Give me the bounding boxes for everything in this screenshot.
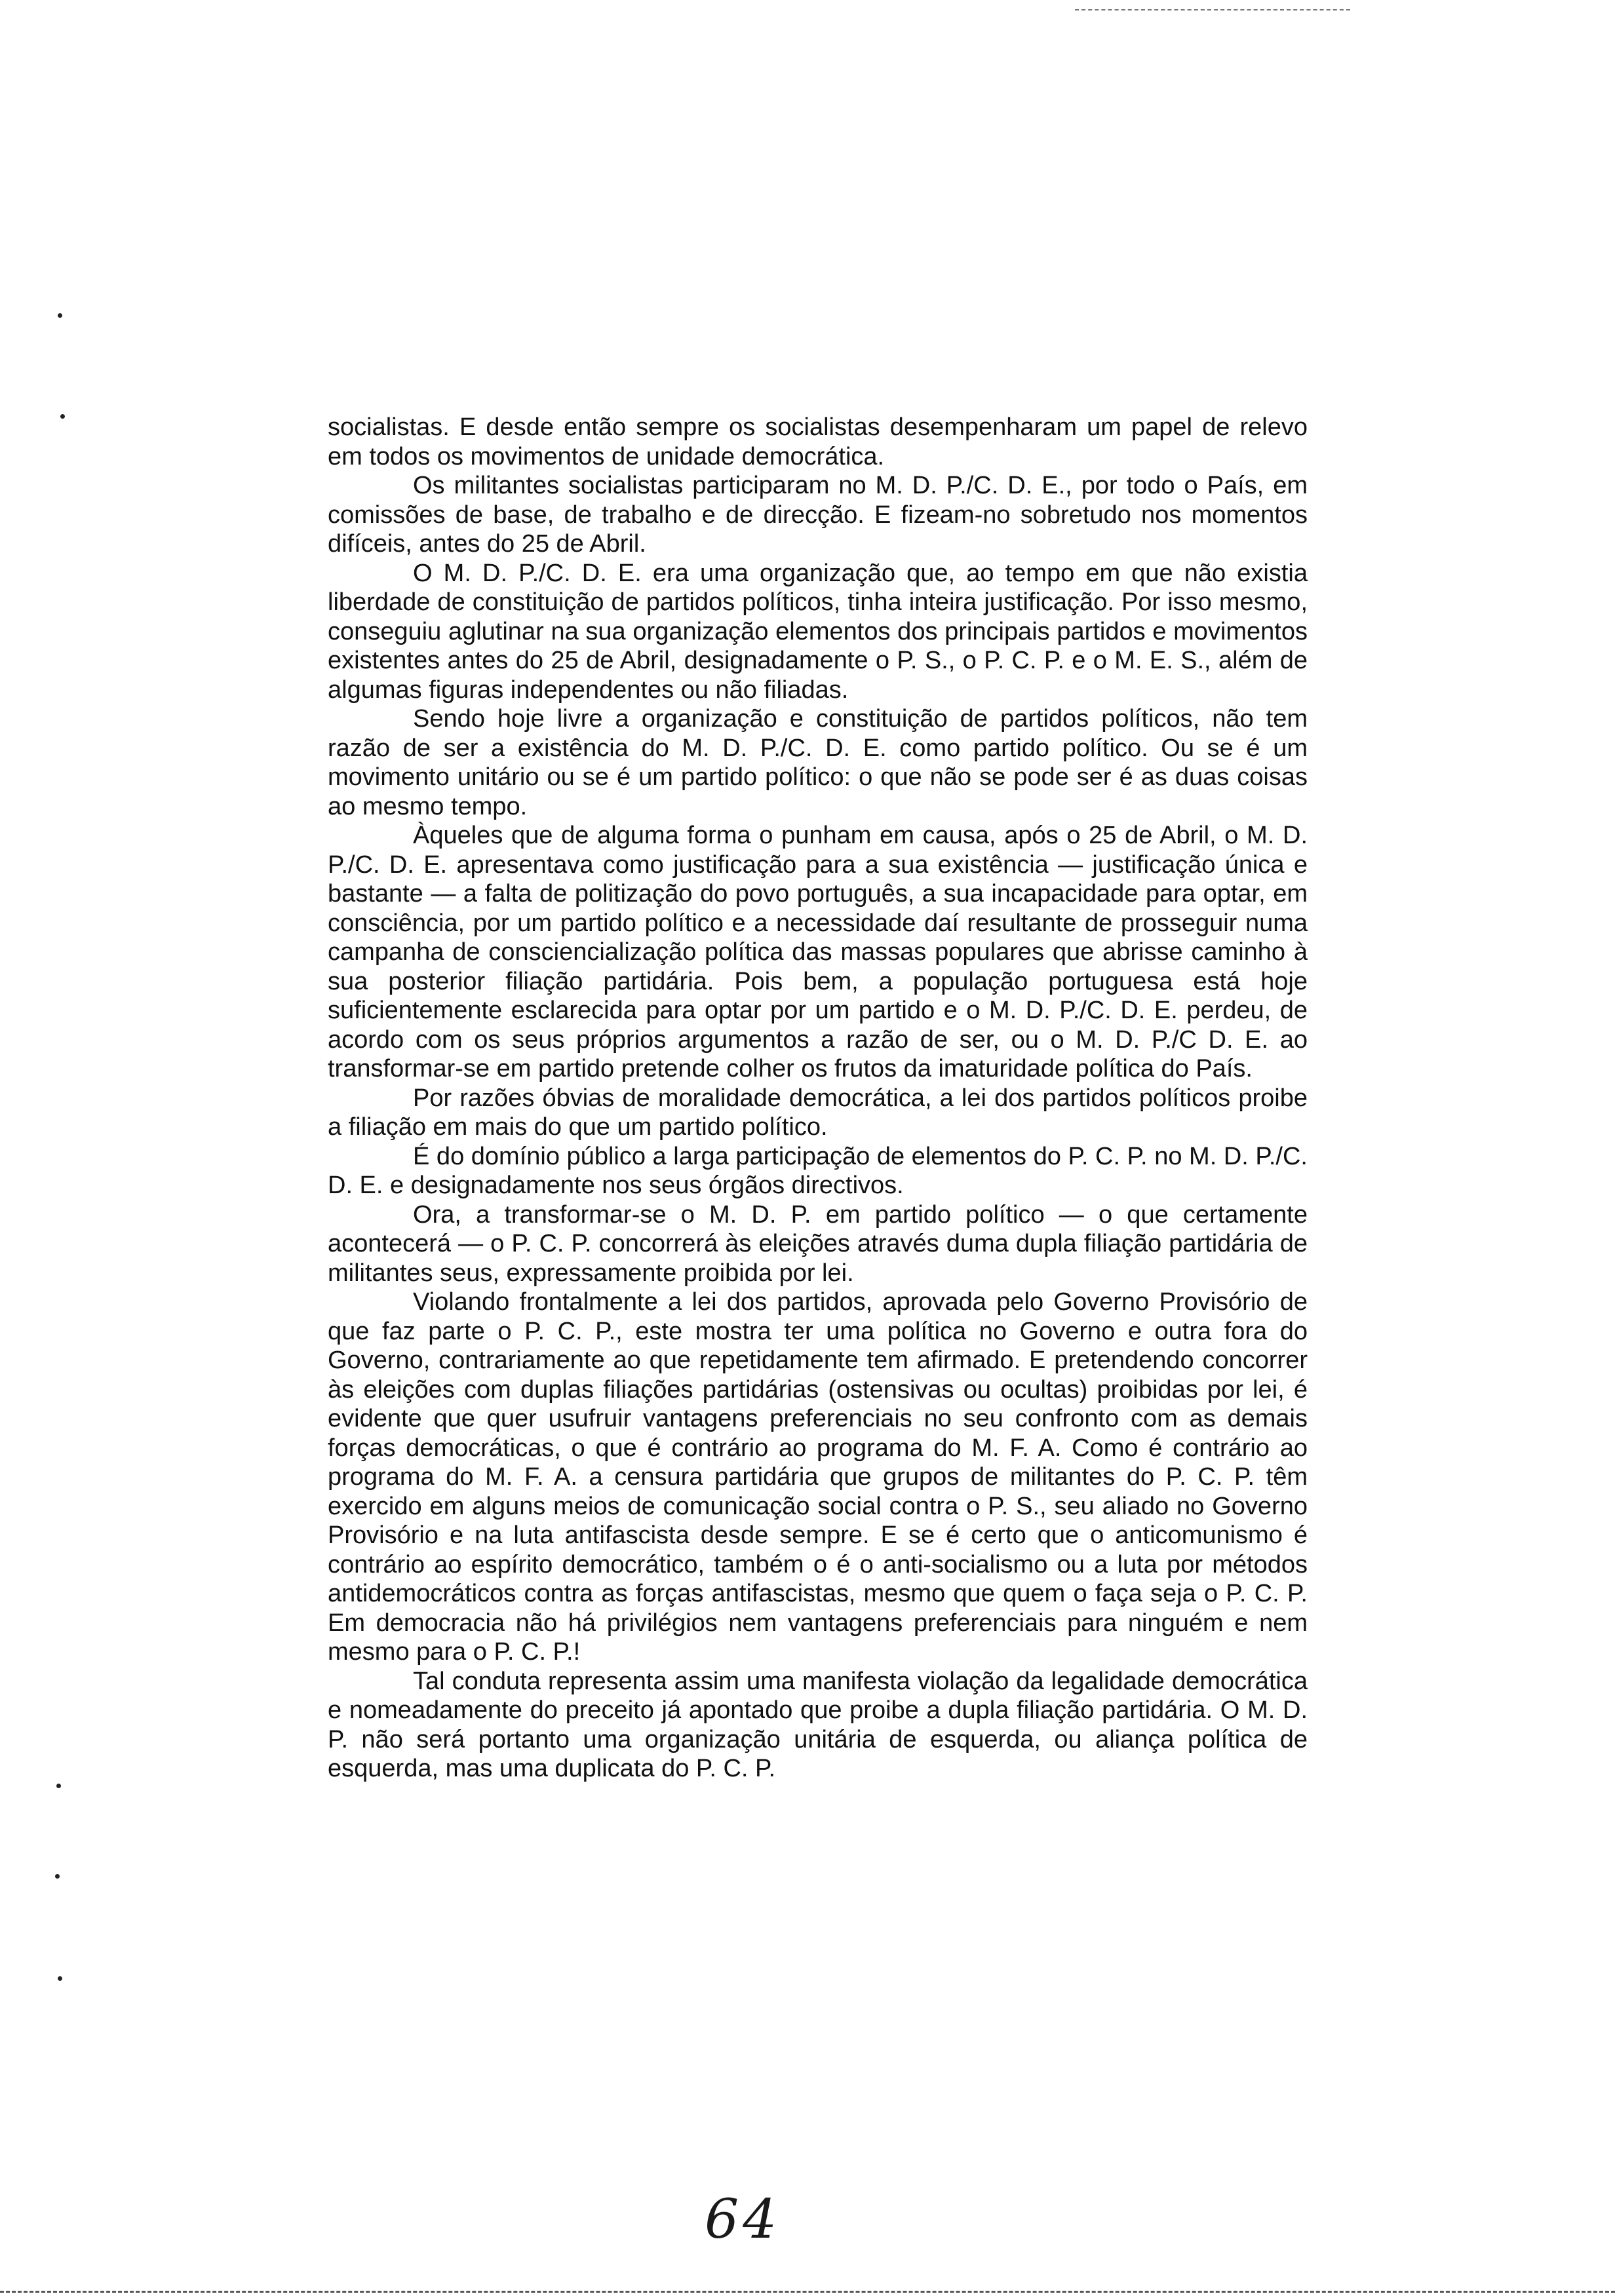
body-text [328, 413, 1308, 1784]
paragraph: Os militantes socialistas participaram no M. D. P./C. D. E., por todo o País, em comissões de base, de trabalho e de direcção. E fizeam-no sobretudo nos momentos difíceis, antes do 25 de Abril. [328, 472, 1308, 558]
scan-edge-top [1075, 9, 1350, 10]
paragraph: Tal conduta representa assim uma manifesta violação da legalidade democrática e nomeadamente do preceito já apontado que proibe a dupla filiação partidária. O M. D. P. não será portanto uma organização unitária de esquerda, ou aliança política de esquerda, mas uma duplicata do P. C. P. [328, 1667, 1308, 1782]
page-number: 64 [705, 2189, 781, 2251]
paragraph: Ora, a transformar-se o M. D. P. em partido político — o que certamente acontecerá — o P. C. P. concorrerá às eleições através duma dupla filiação partidária de militantes seus, expressamente proibida por lei. [328, 1200, 1308, 1287]
paragraph: Àqueles que de alguma forma o punham em causa, após o 25 de Abril, o M. D. P./C. D. E. apresentava como justificação para a sua existência — justificação única e bastante — a falta de politização do povo português, a sua incapacidade para optar, em consciência, por um partido político e a necessidade daí resultante de prosseguir numa campanha de consciencialização política das massas populares que abrisse caminho à sua posterior filiação partidária. Pois bem, a população portuguesa está hoje suficientemente esclarecida para optar por um partido e o M. D. P./C. D. E. perdeu, de acordo com os seus próprios argumentos a razão de ser, ou o M. D. P./C D. E. ao transformar-se em partido pretende colher os frutos da imaturidade política do País. [328, 822, 1308, 1082]
scan-speck [60, 414, 65, 419]
paragraph: Por razões óbvias de moralidade democrática, a lei dos partidos políticos proibe a filiação em mais do que um partido político. [328, 1084, 1308, 1141]
scan-speck [58, 313, 62, 318]
scan-edge-bottom [0, 2291, 1615, 2293]
paragraph: O M. D. P./C. D. E. era uma organização que, ao tempo em que não existia liberdade de constituição de partidos políticos, tinha inteira justificação. Por isso mesmo, conseguiu aglutinar na sua organização elementos dos principais partidos e movimentos existentes antes do 25 de Abril, designadamente o P. S., o P. C. P. e o M. E. S., além de algumas figuras independentes ou não filiadas. [328, 559, 1308, 704]
scan-speck [58, 1976, 62, 1981]
paragraph: socialistas. E desde então sempre os socialistas desempenharam um papel de relevo em todos os movimentos de unidade democrática. [328, 413, 1308, 470]
paragraph: Violando frontalmente a lei dos partidos, aprovada pelo Governo Provisório de que faz parte o P. C. P., este mostra ter uma política no Governo e outra fora do Governo, contrariamente ao que repetidamente tem afirmado. E pretendendo concorrer às eleições com duplas filiações partidárias (ostensivas ou ocultas) proibidas por lei, é evidente que quer usufruir vantagens preferenciais no seu confronto com as demais forças democráticas, o que é contrário ao programa do M. F. A. Como é contrário ao programa do M. F. A. a censura partidária que grupos de militantes do P. C. P. têm exercido em alguns meios de comunicação social contra o P. S., seu aliado no Governo Provisório e na luta antifascista desde sempre. E se é certo que o anticomunismo é contrário ao espírito democrático, também o é o anti-socialismo ou a luta por métodos antidemocráticos contra as forças antifascistas, mesmo que quem o faça seja o P. C. P. Em democracia não há privilégios nem vantagens preferenciais para ninguém e nem mesmo para o P. C. P.! [328, 1288, 1308, 1666]
scan-speck [55, 1874, 60, 1879]
paragraph: Sendo hoje livre a organização e constituição de partidos políticos, não tem razão de ser a existência do M. D. P./C. D. E. como partido político. Ou se é um movimento unitário ou se é um partido político: o que não se pode ser é as duas coisas ao mesmo tempo. [328, 705, 1308, 820]
paragraph: É do domínio público a larga participação de elementos do P. C. P. no M. D. P./C. D. E. e designadamente nos seus órgãos directivos. [328, 1142, 1308, 1199]
scan-speck [56, 1784, 61, 1788]
